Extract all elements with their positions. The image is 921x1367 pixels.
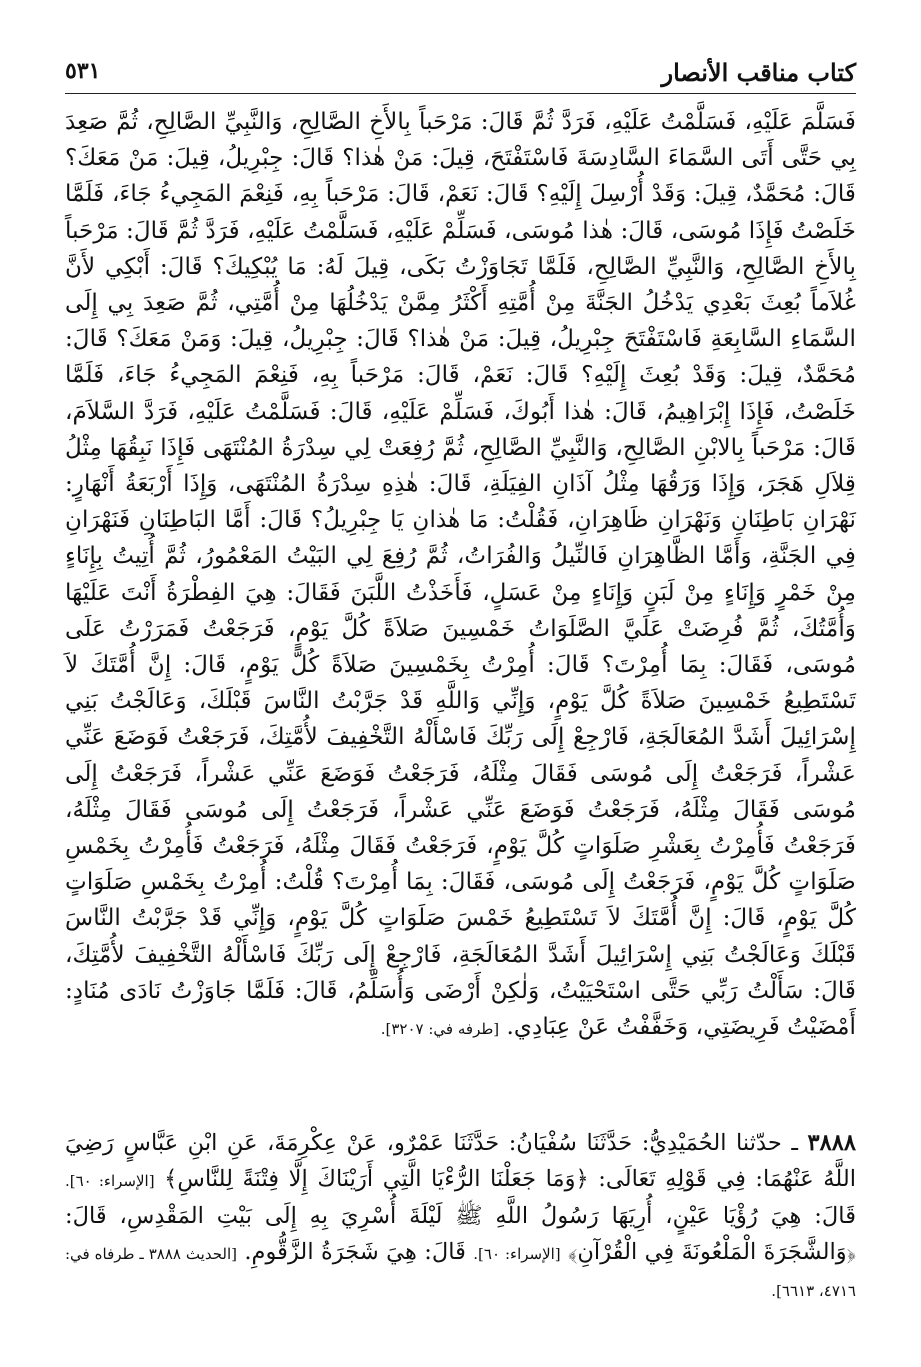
- hadith-block: [65, 1126, 856, 1310]
- hadith-text-1: ـ حدّثنا الحُمَيْدِيُّ: حَدَّثَنَا سُفْيَانُ: حَدَّثَنَا عَمْرٌو، عَنْ عِكْرِمَةَ، عَنِ ابْنِ عَبَّاسٍ رَضِيَ اللَّهُ عَنْهُمَا: فِي قَوْلِهِ تَعَالَى: ﴿وَمَا جَعَلْنَا الرُّءْيَا الَّتِي أَرَيْنَاكَ إِلَّا فِتْنَةً لِلنَّاسِ﴾: [65, 1130, 856, 1192]
- page-number: ٥٣١: [65, 58, 101, 84]
- page-header: [65, 56, 856, 92]
- main-text: فَسَلَّمَ عَلَيْهِ، فَسَلَّمْتُ عَلَيْهِ، فَرَدَّ ثُمَّ قَالَ: مَرْحَباً بِالأَخِ الصَّالِحِ، وَالنَّبِيِّ الصَّالِحِ، ثُمَّ صَعِدَ بِي حَتَّى أَتَى السَّمَاءَ السَّادِسَةَ فَاسْتَفْتَحَ، قِيلَ: مَنْ هٰذا؟ قَالَ: جِبْرِيلُ، قِيلَ: مَنْ مَعَكَ؟ قَالَ: مُحَمَّدٌ، قِيلَ: وَقَدْ أُرْسِلَ إِلَيْهِ؟ قَالَ: نَعَمْ، قَالَ: مَرْحَباً بِهِ، فَنِعْمَ المَجِيءُ جَاءَ، فَلَمَّا خَلَصْتُ فَإِذَا مُوسَى، قَالَ: هٰذا مُوسَى، فَسَلِّمْ عَلَيْهِ، فَسَلَّمْتُ عَلَيْهِ، فَرَدَّ ثُمَّ قَالَ: مَرْحَباً بِالأَخِ الصَّالِحِ، وَالنَّبِيِّ الصَّالِحِ، فَلَمَّا تَجَاوَزْتُ بَكَى، قِيلَ لَهُ: مَا يُبْكِيكَ؟ قَالَ: أَبْكِي لأَنَّ غُلاَماً بُعِثَ بَعْدِي يَدْخُلُ الجَنَّةَ مِنْ أُمَّتِهِ أَكْثَرُ مِمَّنْ يَدْخُلُهَا مِنْ أُمَّتِي، ثُمَّ صَعِدَ بِي إِلَى السَّمَاءِ السَّابِعَةِ فَاسْتَفْتَحَ جِبْرِيلُ، قِيلَ: مَنْ هٰذا؟ قَالَ: جِبْرِيلُ، قِيلَ: وَمَنْ مَعَكَ؟ قَالَ: مُحَمَّدٌ، قِيلَ: وَقَدْ بُعِثَ إِلَيْهِ؟ قَالَ: نَعَمْ، قَالَ: مَرْحَباً بِهِ، فَنِعْمَ المَجِيءُ جَاءَ، فَلَمَّا خَلَصْتُ، فَإِذَا إِبْرَاهِيمُ، قَالَ: هٰذا أَبُوكَ، فَسَلِّمْ عَلَيْهِ، قَالَ: فَسَلَّمْتُ عَلَيْهِ، فَرَدَّ السَّلاَمَ، قَالَ: مَرْحَباً بِالابْنِ الصَّالِحِ، وَالنَّبِيِّ الصَّالِحِ، ثُمَّ رُفِعَتْ لِي سِدْرَةُ المُنْتَهَى فَإِذَا نَبِقُهَا مِثْلُ قِلاَلِ هَجَرَ، وَإِذَا وَرَقُهَا مِثْلُ آذَانِ الفِيَلَةِ، قَالَ: هٰذِهِ سِدْرَةُ المُنْتَهَى، وَإِذَا أَرْبَعَةُ أَنْهَارٍ: نَهْرَانِ بَاطِنَانِ وَنَهْرَانِ ظَاهِرَانِ، فَقُلْتُ: مَا هٰذانِ يَا جِبْرِيلُ؟ قَالَ: أَمَّا البَاطِنَانِ فَنَهْرَانِ فِي الجَنَّةِ، وَأَمَّا الظَّاهِرَانِ فَالنِّيلُ وَالفُرَاتُ، ثُمَّ رُفِعَ لِي البَيْتُ المَعْمُورُ، ثُمَّ أُتِيتُ بِإِنَاءٍ مِنْ خَمْرٍ وَإِنَاءٍ مِنْ لَبَنٍ وَإِنَاءٍ مِنْ عَسَلٍ، فَأَخَذْتُ اللَّبَنَ فَقَالَ: هِيَ الفِطْرَةُ أَنْتَ عَلَيْهَا وَأُمَّتُكَ، ثُمَّ فُرِضَتْ عَلَيَّ الصَّلَوَاتُ خَمْسِينَ صَلاَةً كُلَّ يَوْمٍ، فَرَجَعْتُ فَمَرَرْتُ عَلَى مُوسَى، فَقَالَ: بِمَا أُمِرْتَ؟ قَالَ: أُمِرْتُ بِخَمْسِينَ صَلاَةً كُلَّ يَوْمٍ، قَالَ: إِنَّ أُمَّتَكَ لاَ تَسْتَطِيعُ خَمْسِينَ صَلاَةً كُلَّ يَوْمٍ، وَإِنِّي وَاللَّهِ قَدْ جَرَّبْتُ النَّاسَ قَبْلَكَ، وَعَالَجْتُ بَنِي إِسْرَائِيلَ أَشَدَّ المُعَالَجَةِ، فَارْجِعْ إِلَى رَبِّكَ فَاسْأَلْهُ التَّخْفِيفَ لأُمَّتِكَ، فَرَجَعْتُ فَوَضَعَ عَنِّي عَشْراً، فَرَجَعْتُ إِلَى مُوسَى فَقَالَ مِثْلَهُ، فَرَجَعْتُ فَوَضَعَ عَنِّي عَشْراً، فَرَجَعْتُ إِلَى مُوسَى فَقَالَ مِثْلَهُ، فَرَجَعْتُ فَوَضَعَ عَنِّي عَشْراً، فَرَجَعْتُ إِلَى مُوسَى فَقَالَ مِثْلَهُ، فَرَجَعْتُ فَأُمِرْتُ بِعَشْرِ صَلَوَاتٍ كُلَّ يَوْمٍ، فَرَجَعْتُ فَقَالَ مِثْلَهُ، فَرَجَعْتُ فَأُمِرْتُ بِخَمْسِ صَلَوَاتٍ كُلَّ يَوْمٍ، فَرَجَعْتُ إِلَى مُوسَى، فَقَالَ: بِمَا أُمِرْتَ؟ قُلْتُ: أُمِرْتُ بِخَمْسِ صَلَوَاتٍ كُلَّ يَوْمٍ، قَالَ: إِنَّ أُمَّتَكَ لاَ تَسْتَطِيعُ خَمْسَ صَلَوَاتٍ كُلَّ يَوْمٍ، وَإِنِّي قَدْ جَرَّبْتُ النَّاسَ قَبْلَكَ وَعَالَجْتُ بَنِي إِسْرَائِيلَ أَشَدَّ المُعَالَجَةِ، فَارْجِعْ إِلَى رَبِّكَ فَاسْأَلْهُ التَّخْفِيفَ لأُمَّتِكَ، قَالَ: سَأَلْتُ رَبِّي حَتَّى اسْتَحْيَيْتُ، وَلٰكِنْ أَرْضَى وَأُسَلِّمُ، قَالَ: فَلَمَّا جَاوَزْتُ نَادَى مُنَادٍ: أَمْضَيْتُ فَرِيضَتِي، وَخَفَّفْتُ عَنْ عِبَادِي.: [65, 108, 856, 1041]
- header-rule: [65, 93, 856, 94]
- hadith-text-3: قَالَ: هِيَ شَجَرَةُ الزَّقُّومِ.: [244, 1238, 466, 1265]
- main-text-block: [65, 104, 856, 1047]
- hadith-number: ٣٨٨٨: [807, 1130, 856, 1156]
- hadith-reference-2: [الإسراء: ٦٠].: [473, 1244, 561, 1263]
- chapter-title: كتاب مناقب الأنصار: [661, 58, 856, 87]
- hadith-reference-1: [الإسراء: ٦٠].: [65, 1171, 155, 1190]
- hadith-paragraph: [65, 1126, 856, 1310]
- hadith-text-2: قَالَ: هِيَ رُؤْيَا عَيْنٍ، أُرِيَهَا رَسُولُ اللَّهِ ﷺ لَيْلَةَ أُسْرِيَ بِهِ إِلَى بَيْتِ المَقْدِسِ، قَالَ: ﴿وَالشَّجَرَةَ الْمَلْعُونَةَ فِي الْقُرْآنِ﴾: [65, 1203, 857, 1265]
- hadith-reference-3: [الحديث ٣٨٨٨ ـ طرفاه في: ٤٧١٦، ٦٦١٣].: [65, 1244, 856, 1300]
- main-reference: [طرفه في: ٣٢٠٧].: [380, 1020, 500, 1039]
- main-paragraph: [65, 104, 856, 1047]
